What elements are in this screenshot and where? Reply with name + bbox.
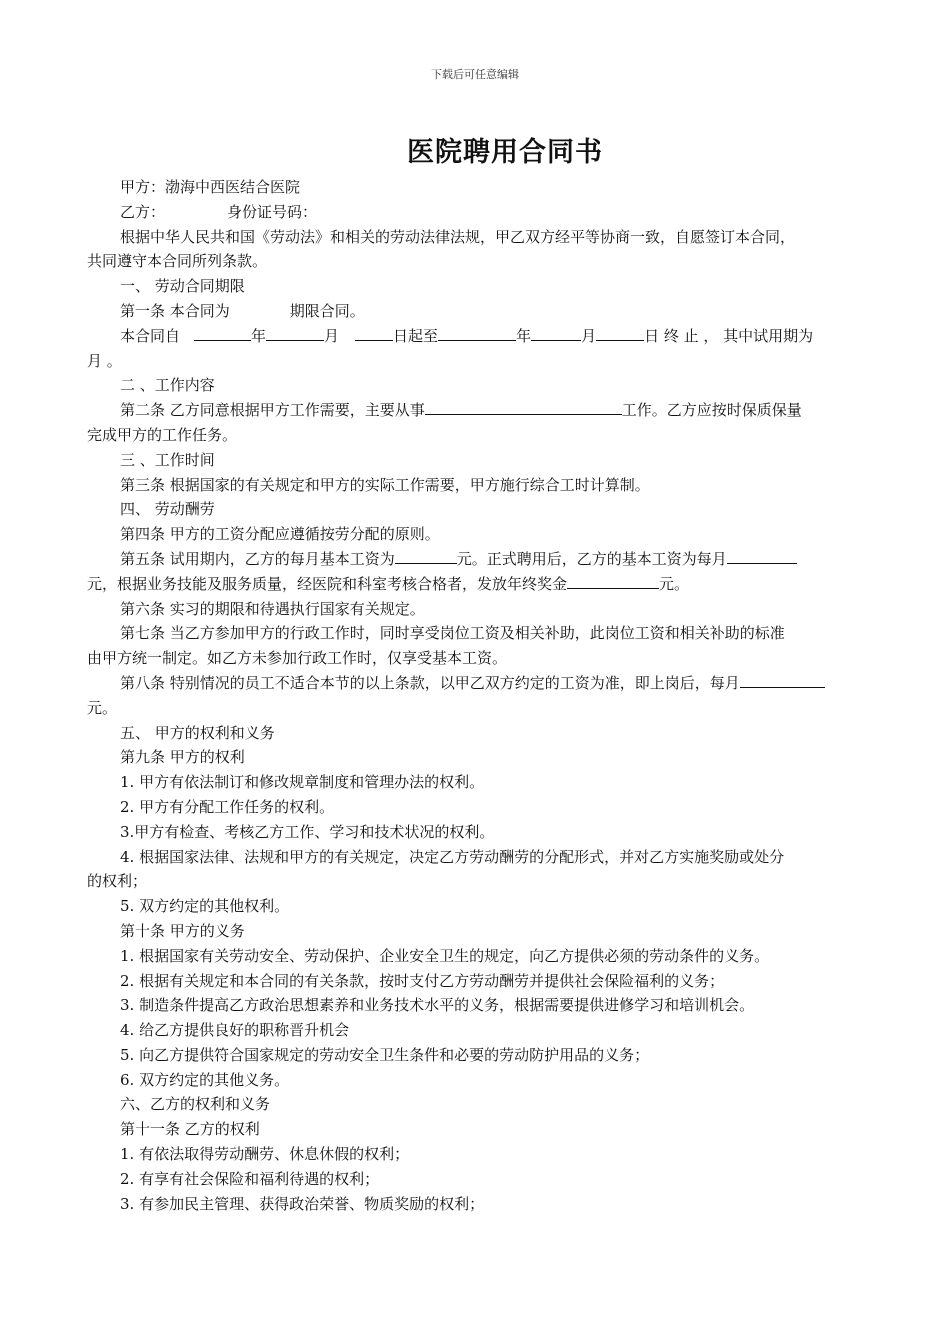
term-year-2: 年 xyxy=(516,326,532,345)
preamble-line-1: 根据中华人民共和国《劳动法》和相关的劳动法律法规，甲乙双方经平等协商一致，自愿签订本合同， xyxy=(120,227,796,246)
party-a-right-2: 2. 甲方有分配工作任务的权利。 xyxy=(120,797,335,816)
section-2-heading: 二 、工作内容 xyxy=(120,376,215,395)
article-11: 第十一条 乙方的权利 xyxy=(120,1120,260,1139)
blank-start-month xyxy=(266,325,324,341)
article-2 xyxy=(87,398,877,423)
party-a-duty-5: 5. 向乙方提供符合国家规定的劳动安全卫生条件和必要的劳动防护用品的义务； xyxy=(120,1045,650,1064)
party-a-right-3: 3.甲方有检查、考核乙方工作、学习和技术状况的权利。 xyxy=(120,822,495,841)
article-10: 第十条 甲方的义务 xyxy=(120,921,245,940)
article-2-cont: 完成甲方的工作任务。 xyxy=(87,425,238,444)
term-year-1: 年 xyxy=(251,326,267,345)
party-b-right-1: 1. 有依法取得劳动酬劳、休息休假的权利； xyxy=(120,1145,410,1164)
party-a-duty-6: 6. 双方约定的其他义务。 xyxy=(120,1070,290,1089)
article-5-text-a: 第五条 试用期内，乙方的每月基本工资为 xyxy=(120,549,395,568)
blank-end-month xyxy=(531,325,581,341)
party-a-right-4-cont: 的权利； xyxy=(87,872,148,891)
party-a-duty-4: 4. 给乙方提供良好的职称晋升机会 xyxy=(120,1021,350,1040)
article-5 xyxy=(87,547,877,572)
article-1-text-a: 第一条 本合同为 xyxy=(120,301,230,320)
article-8-cont: 元。 xyxy=(87,698,118,717)
article-8 xyxy=(87,671,877,696)
article-7: 第七条 当乙方参加甲方的行政工作时，同时享受岗位工资及相关补助，此岗位工资和相关补助的标准 xyxy=(120,624,785,643)
section-6-heading: 六、乙方的权利和义务 xyxy=(120,1095,271,1114)
blank-trial-salary xyxy=(395,548,457,564)
header-note: 下载后可任意编辑 xyxy=(431,68,519,81)
term-text-start: 本合同自 xyxy=(120,326,181,345)
contract-term-tail: 月 。 xyxy=(87,351,122,370)
blank-start-day xyxy=(355,325,393,341)
party-a-right-4: 4. 根据国家法律、法规和甲方的有关规定，决定乙方劳动酬劳的分配形式，并对乙方实施奖励或处分 xyxy=(120,847,785,866)
article-5-text-b: 元。正式聘用后，乙方的基本工资为每月 xyxy=(456,549,727,568)
blank-base-salary xyxy=(727,548,797,564)
article-2-text-b: 工作。乙方应按时保质保量 xyxy=(621,401,802,420)
party-b-line xyxy=(87,200,877,225)
party-a-right-5: 5. 双方约定的其他权利。 xyxy=(120,897,290,916)
party-b-right-3: 3. 有参加民主管理、获得政治荣誉、物质奖励的权利； xyxy=(120,1194,485,1213)
article-6: 第六条 实习的期限和待遇执行国家有关规定。 xyxy=(120,599,425,618)
article-1 xyxy=(87,299,877,324)
section-5-heading: 五、 甲方的权利和义务 xyxy=(120,723,275,742)
party-a-line: 甲方：渤海中西医结合医院 xyxy=(120,178,301,196)
section-1-heading: 一、 劳动合同期限 xyxy=(120,277,245,296)
article-2-text-a: 第二条 乙方同意根据甲方工作需要，主要从事 xyxy=(120,401,425,420)
article-7-cont: 由甲方统一制定。如乙方未参加行政工作时，仅享受基本工资。 xyxy=(87,649,508,668)
article-5-cont xyxy=(87,572,877,597)
blank-start-year xyxy=(194,325,251,341)
preamble-line-2: 共同遵守本合同所列条款。 xyxy=(87,252,268,271)
blank-year-end-bonus xyxy=(567,573,659,589)
blank-end-day xyxy=(596,325,644,341)
term-end-text: 日 终 止 ， 其中试用期为 xyxy=(644,326,814,345)
party-b-id-label: 身份证号码： xyxy=(227,202,318,221)
term-month-1: 月 xyxy=(324,326,340,345)
term-month-2: 月 xyxy=(581,326,597,345)
party-a-duty-1: 1. 根据国家有关劳动安全、劳动保护、企业安全卫生的规定，向乙方提供必须的劳动条件的义务。 xyxy=(120,946,770,965)
blank-job-type xyxy=(425,399,622,415)
contract-body xyxy=(87,175,877,1216)
blank-end-year xyxy=(438,325,516,341)
article-1-text-b: 期限合同。 xyxy=(289,301,365,320)
term-day-1: 日起至 xyxy=(393,326,439,345)
article-4: 第四条 甲方的工资分配应遵循按劳分配的原则。 xyxy=(120,525,440,544)
section-4-heading: 四、 劳动酬劳 xyxy=(120,500,215,519)
article-5-text-d: 元。 xyxy=(659,574,690,593)
contract-term-line xyxy=(87,324,877,349)
section-3-heading: 三 、工作时间 xyxy=(120,450,215,469)
party-a-duty-2: 2. 根据有关规定和本合同的有关条款，按时支付乙方劳动酬劳并提供社会保险福利的义务； xyxy=(120,971,725,990)
article-8-text-a: 第八条 特别情况的员工不适合本节的以上条款，以甲乙双方约定的工资为准，即上岗后，每月 xyxy=(120,673,740,692)
article-3: 第三条 根据国家的有关规定和甲方的实际工作需要，甲方施行综合工时计算制。 xyxy=(120,475,650,494)
party-a-duty-3: 3. 制造条件提高乙方政治思想素养和业务技术水平的义务，根据需要提供进修学习和培训机会。 xyxy=(120,996,755,1015)
blank-agreed-salary xyxy=(740,672,825,688)
party-b-label: 乙方： xyxy=(120,202,166,221)
article-5-text-c: 元，根据业务技能及服务质量，经医院和科室考核合格者，发放年终奖金 xyxy=(87,574,568,593)
party-a-right-1: 1. 甲方有依法制订和修改规章制度和管理办法的权利。 xyxy=(120,773,485,792)
party-b-right-2: 2. 有享有社会保险和福利待遇的权利； xyxy=(120,1169,380,1188)
article-9: 第九条 甲方的权利 xyxy=(120,748,245,767)
document-title: 医院聘用合同书 xyxy=(407,137,603,168)
